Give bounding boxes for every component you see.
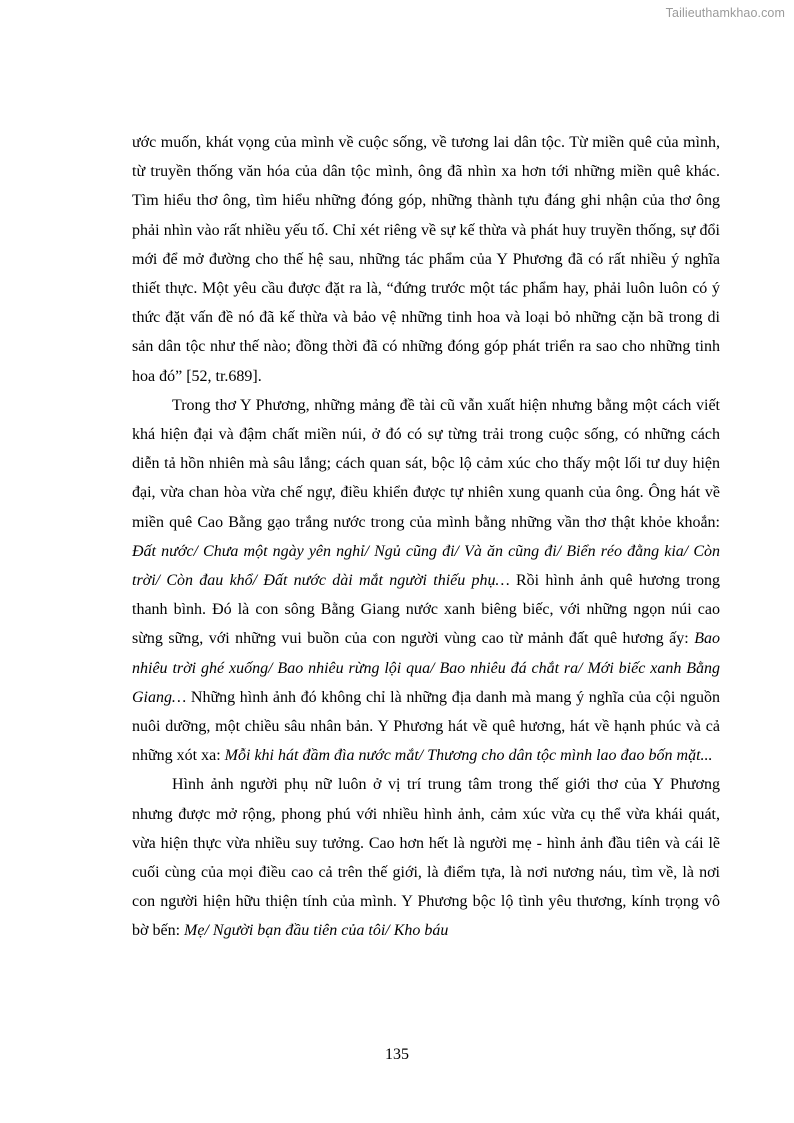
paragraph-text: Rồi hình ảnh quê hương trong thanh bình. Đó là con sông Bằng Giang nước xanh biêng biếc, với những ngọn núi cao sừng sững, với những vui buồn của con người vùng cao từ mảnh đất quê hương ấy: bbox=[132, 572, 721, 648]
quoted-verse: Bao nhiêu trời ghé xuống/ Bao nhiêu rừng lội qua/ Bao nhiêu đá chắt ra/ Mới biếc xanh Bằng Giang… bbox=[132, 630, 720, 706]
quoted-verse: Mẹ/ Người bạn đầu tiên của tôi/ Kho báu bbox=[184, 922, 449, 940]
paragraph-1 bbox=[132, 128, 720, 391]
paragraph-text: Trong thơ Y Phương, những mảng đề tài cũ vẫn xuất hiện nhưng bằng một cách viết khá hiện đại và đậm chất miền núi, ở đó có sự từng trải trong cuộc sống, có những cách diễn tả hồn nhiên mà sâu lắng; cách quan sát, bộc lộ cảm xúc cho thấy một lối tư duy hiện đại, vừa chan hòa vừa chế ngự, điều khiển được tự nhiên xung quanh của ông. Ông hát về miền quê Cao Bằng gạo trắng nước trong của mình bằng những vần thơ thật khỏe khoắn: bbox=[132, 396, 720, 531]
paragraph-3 bbox=[132, 770, 720, 945]
quoted-verse: Mỗi khi hát đầm đìa nước mắt/ Thương cho dân tộc mình lao đao bốn mặt... bbox=[224, 747, 713, 765]
paragraph-text: ước muốn, khát vọng của mình về cuộc sống, về tương lai dân tộc. Từ miền quê của mình, từ truyền thống văn hóa của dân tộc mình, ông đã nhìn xa hơn tới những miền quê khác. Tìm hiểu thơ ông, tìm hiểu những đóng góp, những thành tựu đáng ghi nhận của thơ ông phải nhìn vào rất nhiều yếu tố. Chỉ xét riêng về sự kế thừa và phát huy truyền thống, sự đổi mới để mở đường cho thế hệ sau, những tác phẩm của Y Phương đã có rất nhiều ý nghĩa thiết thực. Một yêu cầu được đặt ra là, “đứng trước một tác phẩm hay, phải luôn luôn có ý thức đặt vấn đề nó đã kế thừa và bảo vệ những tinh hoa và loại bỏ những cặn bã trong di sản dân tộc như thế nào; đồng thời đã có những đóng góp phát triển ra sao cho những tinh hoa đó” [52, tr.689]. bbox=[132, 134, 720, 385]
paragraph-text: Những hình ảnh đó không chỉ là những địa danh mà mang ý nghĩa của cội nguồn nuôi dưỡng, một chiều sâu nhân bản. Y Phương hát về quê hương, hát về hạnh phúc và cả những xót xa: bbox=[132, 688, 720, 765]
paragraph-2 bbox=[132, 391, 720, 771]
quoted-verse: Đất nước/ Chưa một ngày yên nghỉ/ Ngủ cũng đi/ Và ăn cũng đi/ Biển réo đằng kia/ Còn trời/ Còn đau khổ/ Đất nước dài mắt người thiếu phụ… bbox=[132, 542, 720, 590]
document-body bbox=[132, 128, 720, 946]
paragraph-text: Hình ảnh người phụ nữ luôn ở vị trí trung tâm trong thế giới thơ của Y Phương nhưng được mở rộng, phong phú với nhiều hình ảnh, cảm xúc vừa cụ thể vừa khái quát, vừa hiện thực vừa nhiều suy tưởng. Cao hơn hết là người mẹ - hình ảnh đầu tiên và cái lẽ cuối cùng của mọi điều cao cả trên thế giới, là điểm tựa, là nơi nương náu, tìm về, là nơi con người hiện hữu thiện tính của mình. Y Phương bộc lộ tình yêu thương, kính trọng vô bờ bến: bbox=[132, 776, 720, 940]
watermark: Tailieuthamkhao.com bbox=[665, 6, 785, 20]
page-number: 135 bbox=[385, 1046, 409, 1063]
